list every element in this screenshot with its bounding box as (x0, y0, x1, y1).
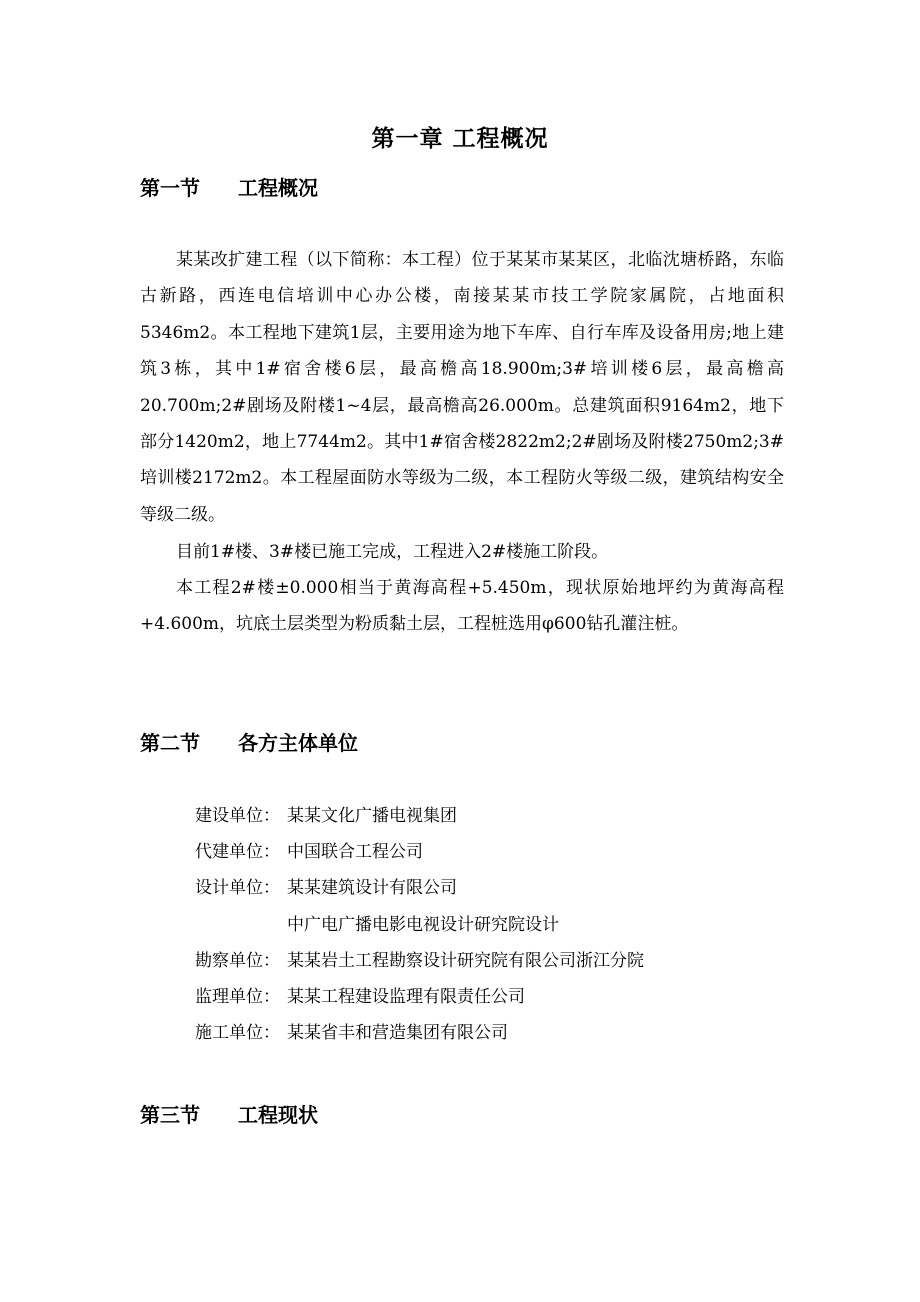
unit-row-construction (195, 798, 644, 834)
unit-label: 监理单位： (195, 986, 280, 1007)
unit-row-design (195, 870, 644, 906)
section-2-title: 各方主体单位 (238, 731, 358, 755)
section-3-heading (140, 1099, 318, 1128)
unit-label: 勘察单位： (195, 950, 280, 971)
unit-value: 中广电广播电影电视设计研究院设计 (287, 914, 559, 935)
unit-value: 某某文化广播电视集团 (287, 806, 457, 826)
section-1-number: 第一节 (140, 176, 200, 200)
section-1-paragraph-status: 目前1#楼、3#楼已施工完成，工程进入2#楼施工阶段。 (176, 542, 609, 562)
unit-value: 某某建筑设计有限公司 (287, 878, 457, 899)
section-1-heading (140, 172, 318, 201)
unit-label: 代建单位： (195, 842, 280, 863)
unit-row-contractor (195, 1015, 644, 1051)
section-1-paragraph-overview: 某某改扩建工程（以下简称：本工程）位于某某市某某区，北临沈塘桥路，东临古新路，西连电信培训中心办公楼，南接某某市技工学院家属院，占地面积5346m2。本工程地下建筑1层，主要用途为地下车库、自行车库及设备用房;地上建筑3栋，其中1#宿舍楼6层，最高檐高18.900m;3#培训楼6层，最高檐高20.700m;2#剧场及附楼1~4层，最高檐高26.000m。总建筑面积9164m2，地下部分1420m2，地上7744m2。其中1#宿舍楼2822m2;2#剧场及附楼2750m2;3#培训楼2172m2。本工程屋面防水等级为二级，本工程防火等级二级，建筑结构安全等级二级。 (140, 250, 784, 525)
section-3-number: 第三节 (140, 1103, 200, 1127)
section-1-paragraph-elevation: 本工程2#楼±0.000相当于黄海高程+5.450m，现状原始地坪约为黄海高程+4.600m，坑底土层类型为粉质黏土层，工程桩选用φ600钻孔灌注桩。 (140, 578, 784, 635)
section-2-heading (140, 727, 358, 756)
unit-value: 中国联合工程公司 (287, 842, 423, 863)
unit-list (195, 798, 644, 1051)
unit-row-design-2 (195, 907, 644, 943)
chapter-title: 第一章 工程概况 (371, 125, 549, 152)
unit-row-survey (195, 943, 644, 979)
unit-value: 某某工程建设监理有限责任公司 (287, 986, 525, 1007)
unit-label: 设计单位： (195, 878, 280, 899)
unit-value: 某某岩土工程勘察设计研究院有限公司浙江分院 (287, 950, 644, 971)
unit-row-agent (195, 834, 644, 870)
section-3-title: 工程现状 (238, 1103, 318, 1127)
unit-row-supervision (195, 979, 644, 1015)
unit-label: 施工单位： (195, 1023, 280, 1044)
unit-value: 某某省丰和营造集团有限公司 (287, 1023, 508, 1044)
section-1-title: 工程概况 (238, 176, 318, 200)
section-2-number: 第二节 (140, 731, 200, 755)
unit-label: 建设单位： (195, 806, 280, 826)
